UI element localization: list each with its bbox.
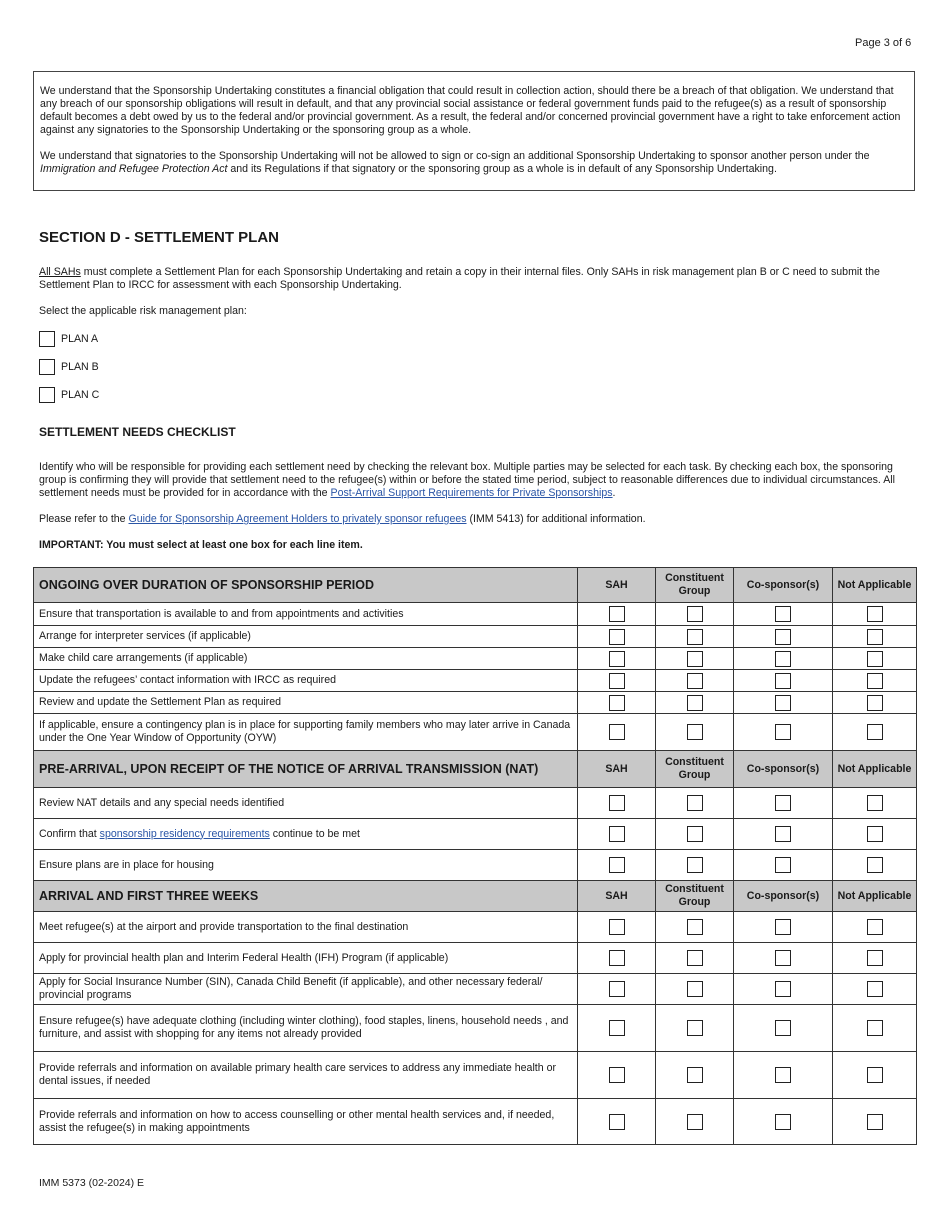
checklist-row — [34, 648, 917, 670]
refer-text: Please refer to the Guide for Sponsorship Agreement Holders to privately sponsor refugees (IMM 5413) for additional information. — [39, 513, 646, 525]
checklist-row — [34, 603, 917, 626]
checklist-row — [34, 692, 917, 714]
checklist-item-text: Make child care arrangements (if applicable) — [34, 648, 578, 670]
not-applicable-checkbox[interactable] — [867, 826, 883, 842]
co-sponsor-cell — [734, 692, 833, 714]
co-sponsor-checkbox[interactable] — [775, 629, 791, 645]
constituent-group-cell — [656, 626, 734, 648]
constituent-group-checkbox[interactable] — [687, 606, 703, 622]
checklist-item-text: Apply for provincial health plan and Interim Federal Health (IFH) Program (if applicable) — [34, 943, 578, 974]
understanding-paragraph-2: We understand that signatories to the Sponsorship Undertaking will not be allowed to sign or co-sign an additional Sponsorship Undertaking to sponsor another person under the Immigration and Refugee Protection Act and its Regulations if that signatory or the sponsoring group as a whole is in default of any Sponsorship Undertaking. — [40, 150, 870, 175]
checklist-row — [34, 626, 917, 648]
co-sponsor-checkbox[interactable] — [775, 1020, 791, 1036]
checklist-row — [34, 943, 917, 974]
intro-text: All SAHs must complete a Settlement Plan for each Sponsorship Undertaking and retain a copy in their internal files. Only SAHs in risk management plan B or C need to submit the Settlement Plan to IRCC for assessment with each Sponsorship Undertaking. — [39, 266, 880, 291]
column-header-co-sponsor: Co-sponsor(s) — [734, 568, 833, 603]
constituent-group-checkbox[interactable] — [687, 695, 703, 711]
sah-guide-link[interactable]: Guide for Sponsorship Agreement Holders to privately sponsor refugees — [128, 513, 467, 525]
column-header-co-sponsor: Co-sponsor(s) — [734, 881, 833, 912]
constituent-group-checkbox[interactable] — [687, 919, 703, 935]
checklist-row — [34, 819, 917, 850]
not-applicable-cell — [833, 819, 917, 850]
sah-checkbox[interactable] — [609, 795, 625, 811]
sah-cell — [578, 714, 656, 751]
plan-c-label: PLAN C — [61, 388, 100, 401]
not-applicable-checkbox[interactable] — [867, 724, 883, 740]
plan-b-checkbox[interactable] — [39, 359, 55, 375]
residency-requirements-link[interactable]: sponsorship residency requirements — [99, 827, 270, 840]
checklist-row — [34, 714, 917, 751]
checklist-item-text: Meet refugee(s) at the airport and provide transportation to the final destination — [34, 912, 578, 943]
section-header-title: ARRIVAL AND FIRST THREE WEEKS — [34, 881, 578, 912]
not-applicable-cell — [833, 714, 917, 751]
co-sponsor-checkbox[interactable] — [775, 724, 791, 740]
co-sponsor-cell — [734, 819, 833, 850]
not-applicable-checkbox[interactable] — [867, 673, 883, 689]
checklist-title: SETTLEMENT NEEDS CHECKLIST — [39, 425, 236, 439]
not-applicable-cell — [833, 974, 917, 1005]
checklist-item-text: Ensure refugee(s) have adequate clothing (including winter clothing), food staples, linens, household needs , and furniture, and assist with shopping for any items not already provided — [34, 1005, 578, 1052]
sah-checkbox[interactable] — [609, 950, 625, 966]
co-sponsor-cell — [734, 912, 833, 943]
sah-checkbox[interactable] — [609, 606, 625, 622]
co-sponsor-cell — [734, 943, 833, 974]
plan-b-label: PLAN B — [61, 360, 99, 373]
section-header-row — [34, 881, 917, 912]
sah-cell — [578, 912, 656, 943]
column-header-constituent-group: Constituent Group — [656, 751, 734, 788]
not-applicable-cell — [833, 1005, 917, 1052]
plan-a-option[interactable] — [39, 330, 98, 347]
co-sponsor-checkbox[interactable] — [775, 795, 791, 811]
checklist-row — [34, 670, 917, 692]
constituent-group-cell — [656, 670, 734, 692]
column-header-not-applicable: Not Applicable — [833, 568, 917, 603]
co-sponsor-checkbox[interactable] — [775, 826, 791, 842]
co-sponsor-cell — [734, 1099, 833, 1145]
not-applicable-checkbox[interactable] — [867, 1067, 883, 1083]
select-prompt: Select the applicable risk management plan: — [39, 305, 247, 317]
not-applicable-cell — [833, 850, 917, 881]
section-header-row — [34, 751, 917, 788]
not-applicable-checkbox[interactable] — [867, 1020, 883, 1036]
sah-checkbox[interactable] — [609, 981, 625, 997]
constituent-group-cell — [656, 648, 734, 670]
constituent-group-cell — [656, 714, 734, 751]
column-header-not-applicable: Not Applicable — [833, 751, 917, 788]
co-sponsor-cell — [734, 1052, 833, 1099]
constituent-group-checkbox[interactable] — [687, 826, 703, 842]
checklist-item-text: If applicable, ensure a contingency plan is in place for supporting family members who may later arrive in Canada under the One Year Window of Opportunity (OYW) — [34, 714, 578, 751]
co-sponsor-checkbox[interactable] — [775, 673, 791, 689]
sah-cell — [578, 850, 656, 881]
co-sponsor-cell — [734, 648, 833, 670]
constituent-group-checkbox[interactable] — [687, 950, 703, 966]
not-applicable-cell — [833, 1052, 917, 1099]
checklist-row — [34, 912, 917, 943]
not-applicable-checkbox[interactable] — [867, 606, 883, 622]
constituent-group-cell — [656, 788, 734, 819]
constituent-group-checkbox[interactable] — [687, 981, 703, 997]
checklist-item-text: Update the refugees’ contact information with IRCC as required — [34, 670, 578, 692]
constituent-group-cell — [656, 603, 734, 626]
not-applicable-cell — [833, 603, 917, 626]
sah-cell — [578, 788, 656, 819]
checklist-item-text: Arrange for interpreter services (if applicable) — [34, 626, 578, 648]
constituent-group-cell — [656, 1099, 734, 1145]
column-header-constituent-group: Constituent Group — [656, 881, 734, 912]
constituent-group-cell — [656, 943, 734, 974]
identify-text: Identify who will be responsible for providing each settlement need by checking the relevant box. Multiple parties may be selected for each task. By checking each box, the sponsoring group is confirming they will provide that settlement need to the refugee(s) within or before the stated time period, subject to reasonable differences due to individual circumstances. All settlement needs must be provided for in accordance with the Post-Arrival Support Requirements for Private Sponsorships. — [39, 461, 896, 499]
section-header-title: ONGOING OVER DURATION OF SPONSORSHIP PERIOD — [34, 568, 578, 603]
not-applicable-cell — [833, 626, 917, 648]
constituent-group-cell — [656, 1052, 734, 1099]
co-sponsor-cell — [734, 1005, 833, 1052]
important-note: IMPORTANT: You must select at least one box for each line item. — [39, 539, 363, 551]
constituent-group-checkbox[interactable] — [687, 1114, 703, 1130]
not-applicable-cell — [833, 788, 917, 819]
column-header-not-applicable: Not Applicable — [833, 881, 917, 912]
sah-checkbox[interactable] — [609, 673, 625, 689]
not-applicable-cell — [833, 670, 917, 692]
column-header-co-sponsor: Co-sponsor(s) — [734, 751, 833, 788]
checklist-item-text: Ensure plans are in place for housing — [34, 850, 578, 881]
sah-cell — [578, 603, 656, 626]
sah-checkbox[interactable] — [609, 1114, 625, 1130]
co-sponsor-cell — [734, 974, 833, 1005]
checklist-row — [34, 1052, 917, 1099]
sah-checkbox[interactable] — [609, 857, 625, 873]
constituent-group-checkbox[interactable] — [687, 673, 703, 689]
post-arrival-support-link[interactable]: Post-Arrival Support Requirements for Private Sponsorships — [330, 487, 613, 499]
not-applicable-cell — [833, 692, 917, 714]
page-number: Page 3 of 6 — [855, 37, 912, 49]
constituent-group-cell — [656, 912, 734, 943]
co-sponsor-cell — [734, 850, 833, 881]
constituent-group-checkbox[interactable] — [687, 857, 703, 873]
form-code: IMM 5373 (02-2024) E — [39, 1177, 145, 1189]
column-header-sah: SAH — [578, 751, 656, 788]
sah-cell — [578, 1052, 656, 1099]
sah-cell — [578, 648, 656, 670]
not-applicable-checkbox[interactable] — [867, 981, 883, 997]
checklist-item-text: Confirm that sponsorship residency requirements continue to be met — [34, 819, 578, 850]
constituent-group-checkbox[interactable] — [687, 651, 703, 667]
sah-cell — [578, 692, 656, 714]
column-header-constituent-group: Constituent Group — [656, 568, 734, 603]
co-sponsor-cell — [734, 670, 833, 692]
not-applicable-checkbox[interactable] — [867, 695, 883, 711]
sah-cell — [578, 974, 656, 1005]
settlement-checklist-table — [33, 567, 917, 1145]
column-header-sah: SAH — [578, 881, 656, 912]
plan-c-option[interactable] — [39, 386, 99, 403]
not-applicable-checkbox[interactable] — [867, 795, 883, 811]
co-sponsor-checkbox[interactable] — [775, 1067, 791, 1083]
sah-checkbox[interactable] — [609, 1067, 625, 1083]
checklist-row — [34, 850, 917, 881]
sah-cell — [578, 1099, 656, 1145]
sah-checkbox[interactable] — [609, 826, 625, 842]
not-applicable-checkbox[interactable] — [867, 629, 883, 645]
co-sponsor-checkbox[interactable] — [775, 606, 791, 622]
plan-a-checkbox[interactable] — [39, 331, 55, 347]
sah-cell — [578, 626, 656, 648]
co-sponsor-cell — [734, 714, 833, 751]
not-applicable-checkbox[interactable] — [867, 1114, 883, 1130]
section-header-title: PRE-ARRIVAL, UPON RECEIPT OF THE NOTICE OF ARRIVAL TRANSMISSION (NAT) — [34, 751, 578, 788]
constituent-group-cell — [656, 850, 734, 881]
co-sponsor-cell — [734, 626, 833, 648]
co-sponsor-checkbox[interactable] — [775, 919, 791, 935]
co-sponsor-checkbox[interactable] — [775, 981, 791, 997]
not-applicable-checkbox[interactable] — [867, 651, 883, 667]
not-applicable-checkbox[interactable] — [867, 950, 883, 966]
column-header-sah: SAH — [578, 568, 656, 603]
co-sponsor-checkbox[interactable] — [775, 857, 791, 873]
sah-cell — [578, 1005, 656, 1052]
checklist-row — [34, 1099, 917, 1145]
constituent-group-cell — [656, 1005, 734, 1052]
sah-checkbox[interactable] — [609, 629, 625, 645]
co-sponsor-cell — [734, 788, 833, 819]
constituent-group-cell — [656, 819, 734, 850]
section-title: SECTION D - SETTLEMENT PLAN — [39, 229, 279, 246]
plan-c-checkbox[interactable] — [39, 387, 55, 403]
section-header-row — [34, 568, 917, 603]
co-sponsor-checkbox[interactable] — [775, 1114, 791, 1130]
constituent-group-checkbox[interactable] — [687, 724, 703, 740]
constituent-group-cell — [656, 974, 734, 1005]
sah-checkbox[interactable] — [609, 919, 625, 935]
understanding-paragraph-1: We understand that the Sponsorship Undertaking constitutes a financial obligation that could result in collection action, should there be a breach of that obligation. We understand that any breach of our sponsorship obligations will result in default, and that any provincial social assistance or federal government funds paid to the refugee(s) as a result of sponsorship default becomes a debt owed by us to the federal and/or provincial government. As a result, the federal and/or concerned provincial government have a right to take enforcement action against any signatories to the Sponsorship Undertaking or the sponsoring group as a whole. — [40, 85, 901, 136]
checklist-row — [34, 974, 917, 1005]
sah-cell — [578, 819, 656, 850]
constituent-group-checkbox[interactable] — [687, 629, 703, 645]
co-sponsor-cell — [734, 603, 833, 626]
sah-checkbox[interactable] — [609, 651, 625, 667]
constituent-group-cell — [656, 692, 734, 714]
not-applicable-checkbox[interactable] — [867, 919, 883, 935]
co-sponsor-checkbox[interactable] — [775, 950, 791, 966]
checklist-item-text: Provide referrals and information on how to access counselling or other mental health services and, if needed, assist the refugee(s) in making appointments — [34, 1099, 578, 1145]
understanding-box — [33, 71, 915, 191]
sah-checkbox[interactable] — [609, 1020, 625, 1036]
co-sponsor-checkbox[interactable] — [775, 651, 791, 667]
checklist-item-text: Review and update the Settlement Plan as required — [34, 692, 578, 714]
constituent-group-checkbox[interactable] — [687, 1020, 703, 1036]
checklist-item-text: Ensure that transportation is available to and from appointments and activities — [34, 603, 578, 626]
checklist-row — [34, 1005, 917, 1052]
sah-cell — [578, 943, 656, 974]
plan-b-option[interactable] — [39, 358, 99, 375]
not-applicable-cell — [833, 1099, 917, 1145]
checklist-row — [34, 788, 917, 819]
checklist-item-text: Review NAT details and any special needs identified — [34, 788, 578, 819]
constituent-group-checkbox[interactable] — [687, 795, 703, 811]
co-sponsor-checkbox[interactable] — [775, 695, 791, 711]
sah-checkbox[interactable] — [609, 724, 625, 740]
checklist-item-text: Provide referrals and information on available primary health care services to address any immediate health or dental issues, if needed — [34, 1052, 578, 1099]
not-applicable-checkbox[interactable] — [867, 857, 883, 873]
plan-a-label: PLAN A — [61, 332, 99, 345]
sah-cell — [578, 670, 656, 692]
not-applicable-cell — [833, 912, 917, 943]
sah-checkbox[interactable] — [609, 695, 625, 711]
not-applicable-cell — [833, 943, 917, 974]
constituent-group-checkbox[interactable] — [687, 1067, 703, 1083]
checklist-item-text: Apply for Social Insurance Number (SIN), Canada Child Benefit (if applicable), and other necessary federal/ provincial programs — [34, 974, 578, 1005]
not-applicable-cell — [833, 648, 917, 670]
